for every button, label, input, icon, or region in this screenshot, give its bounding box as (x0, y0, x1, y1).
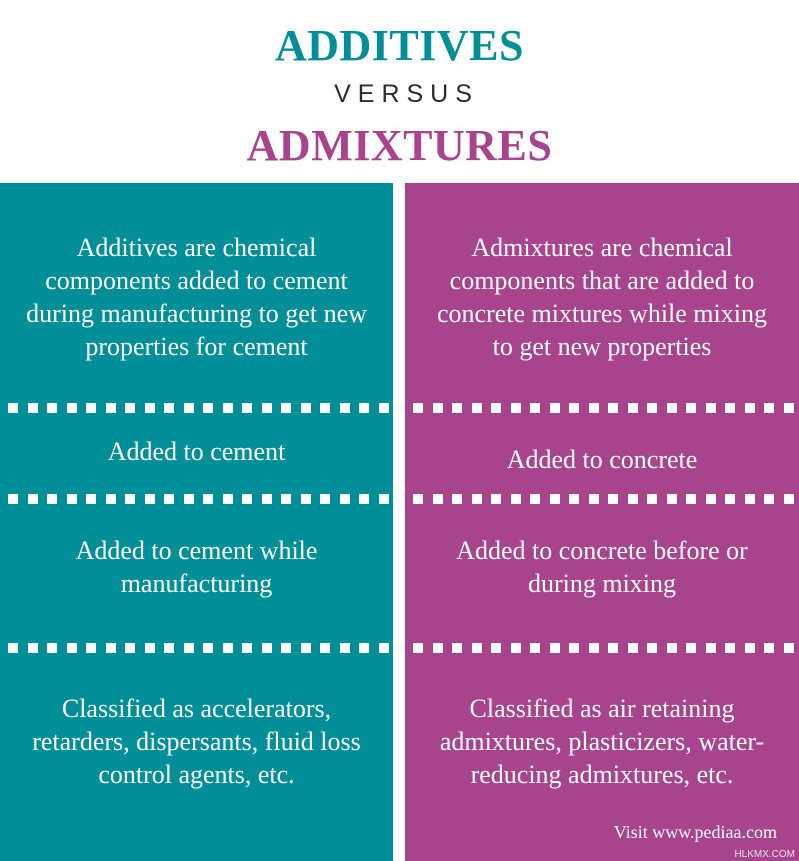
divider-dot (628, 403, 638, 413)
divider-dot (667, 403, 677, 413)
divider-dot (647, 403, 657, 413)
row-divider (0, 403, 393, 413)
divider-dot (164, 643, 174, 653)
divider-dot (164, 403, 174, 413)
divider-dot (511, 643, 521, 653)
admixtures-added-to: Added to concrete (506, 444, 698, 474)
divider-dot (413, 403, 423, 413)
divider-dot (433, 494, 443, 504)
divider-dot (379, 403, 389, 413)
divider-dot (125, 494, 135, 504)
admixtures-classification: Classified as air retaining admixtures, plasticizers, water-reducing admixtures, etc. (439, 693, 765, 789)
column-gap (393, 183, 405, 861)
divider-dot (530, 494, 540, 504)
divider-dot (164, 494, 174, 504)
row-divider (0, 643, 393, 653)
divider-dot (745, 403, 755, 413)
divider-dot (452, 403, 462, 413)
divider-dot (106, 643, 116, 653)
divider-dot (281, 494, 291, 504)
divider-dot (764, 643, 774, 653)
divider-dot (589, 643, 599, 653)
divider-dot (359, 643, 369, 653)
divider-dot (8, 403, 18, 413)
divider-dot (725, 403, 735, 413)
divider-dot (589, 403, 599, 413)
divider-dot (647, 643, 657, 653)
divider-dot (106, 403, 116, 413)
divider-dot (86, 643, 96, 653)
divider-dot (340, 643, 350, 653)
divider-dot (608, 403, 618, 413)
divider-dot (379, 643, 389, 653)
divider-dot (8, 643, 18, 653)
divider-dot (589, 494, 599, 504)
divider-dot (706, 643, 716, 653)
row-divider (405, 494, 799, 504)
divider-dot (725, 494, 735, 504)
divider-dot (145, 494, 155, 504)
divider-dot (223, 403, 233, 413)
divider-dot (47, 403, 57, 413)
divider-dot (28, 643, 38, 653)
divider-dot (725, 643, 735, 653)
divider-dot (511, 403, 521, 413)
divider-dot (301, 494, 311, 504)
divider-dot (242, 403, 252, 413)
divider-dot (47, 643, 57, 653)
divider-dot (47, 494, 57, 504)
row-divider (405, 403, 799, 413)
additives-definition: Additives are chemical components added to cement during manufacturing to get new properties for cement (26, 233, 367, 361)
divider-dot (125, 403, 135, 413)
divider-dot (242, 643, 252, 653)
row-divider (0, 494, 393, 504)
divider-dot (28, 494, 38, 504)
divider-dot (569, 494, 579, 504)
divider-dot (608, 643, 618, 653)
row-divider (405, 643, 799, 653)
divider-dot (145, 403, 155, 413)
divider-dot (686, 643, 696, 653)
divider-dot (764, 494, 774, 504)
divider-dot (86, 494, 96, 504)
additives-classification: Classified as accelerators, retarders, dispersants, fluid loss control agents, etc. (32, 693, 361, 789)
divider-dot (472, 494, 482, 504)
divider-dot (491, 403, 501, 413)
divider-dot (320, 403, 330, 413)
divider-dot (281, 403, 291, 413)
divider-dot (706, 403, 716, 413)
divider-dot (340, 494, 350, 504)
divider-dot (262, 643, 272, 653)
divider-dot (745, 494, 755, 504)
divider-dot (262, 494, 272, 504)
divider-dot (67, 643, 77, 653)
divider-dot (667, 643, 677, 653)
divider-dot (706, 494, 716, 504)
divider-dot (106, 494, 116, 504)
watermark: HLKMX.COM (734, 849, 795, 860)
divider-dot (608, 494, 618, 504)
divider-dot (491, 643, 501, 653)
divider-dot (472, 643, 482, 653)
title-additives: ADDITIVES (274, 21, 524, 70)
divider-dot (413, 643, 423, 653)
divider-dot (511, 494, 521, 504)
divider-dot (667, 494, 677, 504)
divider-dot (433, 643, 443, 653)
divider-dot (550, 643, 560, 653)
admixtures-definition: Admixtures are chemical components that are added to concrete mixtures while mixing to get new properties (437, 233, 767, 361)
admixtures-column (405, 183, 799, 861)
divider-dot (281, 643, 291, 653)
divider-dot (764, 403, 774, 413)
divider-dot (433, 403, 443, 413)
divider-dot (784, 494, 794, 504)
divider-dot (320, 643, 330, 653)
divider-dot (223, 643, 233, 653)
additives-added-to: Added to cement (107, 436, 286, 466)
divider-dot (8, 494, 18, 504)
divider-dot (184, 494, 194, 504)
divider-dot (686, 494, 696, 504)
divider-dot (452, 494, 462, 504)
divider-dot (686, 403, 696, 413)
divider-dot (472, 403, 482, 413)
header (0, 0, 799, 183)
divider-dot (784, 643, 794, 653)
divider-dot (223, 494, 233, 504)
divider-dot (301, 403, 311, 413)
divider-dot (628, 643, 638, 653)
additives-time-of-adding: Added to cement while manufacturing (75, 536, 318, 598)
divider-dot (452, 643, 462, 653)
divider-dot (647, 494, 657, 504)
title-admixtures: ADMIXTURES (246, 121, 553, 170)
divider-dot (203, 494, 213, 504)
divider-dot (262, 403, 272, 413)
divider-dot (242, 494, 252, 504)
divider-dot (784, 403, 794, 413)
divider-dot (145, 643, 155, 653)
divider-dot (569, 643, 579, 653)
divider-dot (569, 403, 579, 413)
divider-dot (67, 494, 77, 504)
divider-dot (203, 403, 213, 413)
divider-dot (340, 403, 350, 413)
divider-dot (125, 643, 135, 653)
divider-dot (203, 643, 213, 653)
divider-dot (359, 403, 369, 413)
versus-label: VERSUS (334, 80, 479, 108)
divider-dot (550, 494, 560, 504)
divider-dot (320, 494, 330, 504)
divider-dot (745, 643, 755, 653)
divider-dot (550, 403, 560, 413)
admixtures-time-of-adding: Added to concrete before or during mixing (456, 536, 748, 598)
divider-dot (359, 494, 369, 504)
divider-dot (67, 403, 77, 413)
divider-dot (86, 403, 96, 413)
divider-dot (28, 403, 38, 413)
divider-dot (413, 494, 423, 504)
divider-dot (628, 494, 638, 504)
additives-column (0, 183, 393, 861)
divider-dot (530, 643, 540, 653)
divider-dot (184, 403, 194, 413)
divider-dot (530, 403, 540, 413)
divider-dot (491, 494, 501, 504)
divider-dot (301, 643, 311, 653)
divider-dot (379, 494, 389, 504)
divider-dot (184, 643, 194, 653)
source-credit: Visit www.pediaa.com (613, 822, 777, 842)
